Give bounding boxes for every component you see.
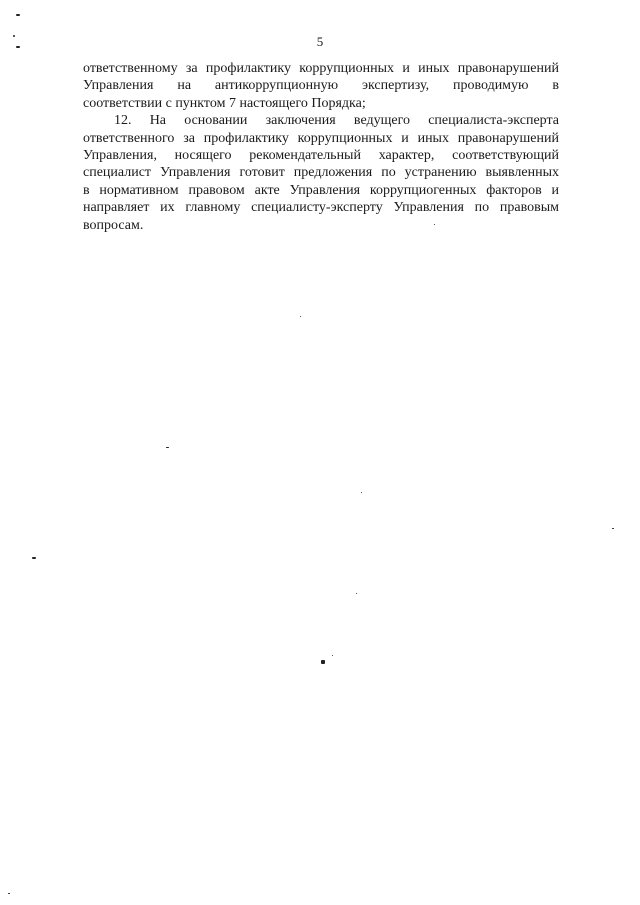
scan-speck	[16, 46, 20, 48]
text-line: соответствии с пунктом 7 настоящего Порядка;	[83, 95, 366, 111]
text-line: направляет их главному специалисту-эксперту Управления по правовым	[83, 200, 559, 216]
scan-speck	[32, 557, 36, 559]
scan-speck	[434, 224, 435, 225]
page-number: 5	[316, 34, 324, 49]
text-line: ответственному за профилактику коррупционных и иных правонарушений	[83, 61, 559, 76]
scan-speck	[332, 655, 333, 656]
scan-speck	[612, 528, 614, 529]
scan-speck	[321, 660, 325, 664]
text-line: в нормативном правовом акте Управления коррупциогенных факторов и	[83, 182, 559, 198]
scan-speck	[13, 35, 15, 37]
scan-speck	[166, 447, 169, 448]
scan-speck	[8, 893, 10, 894]
scan-speck	[300, 316, 301, 317]
scan-speck	[356, 593, 357, 594]
text-line: вопросам.	[83, 217, 144, 233]
text-line: Управления на антикоррупционную экспертизу, проводимую в	[83, 78, 559, 94]
scan-speck	[16, 14, 20, 16]
scan-speck	[361, 492, 362, 493]
body-text	[83, 60, 559, 234]
text-line: специалист Управления готовит предложения по устранению выявленных	[83, 165, 559, 181]
text-line: Управления, носящего рекомендательный характер, соответствующий	[83, 148, 559, 164]
text-line: ответственного за профилактику коррупционных и иных правонарушений	[83, 130, 559, 146]
text-line: 12. На основании заключения ведущего специалиста-эксперта	[114, 113, 559, 129]
